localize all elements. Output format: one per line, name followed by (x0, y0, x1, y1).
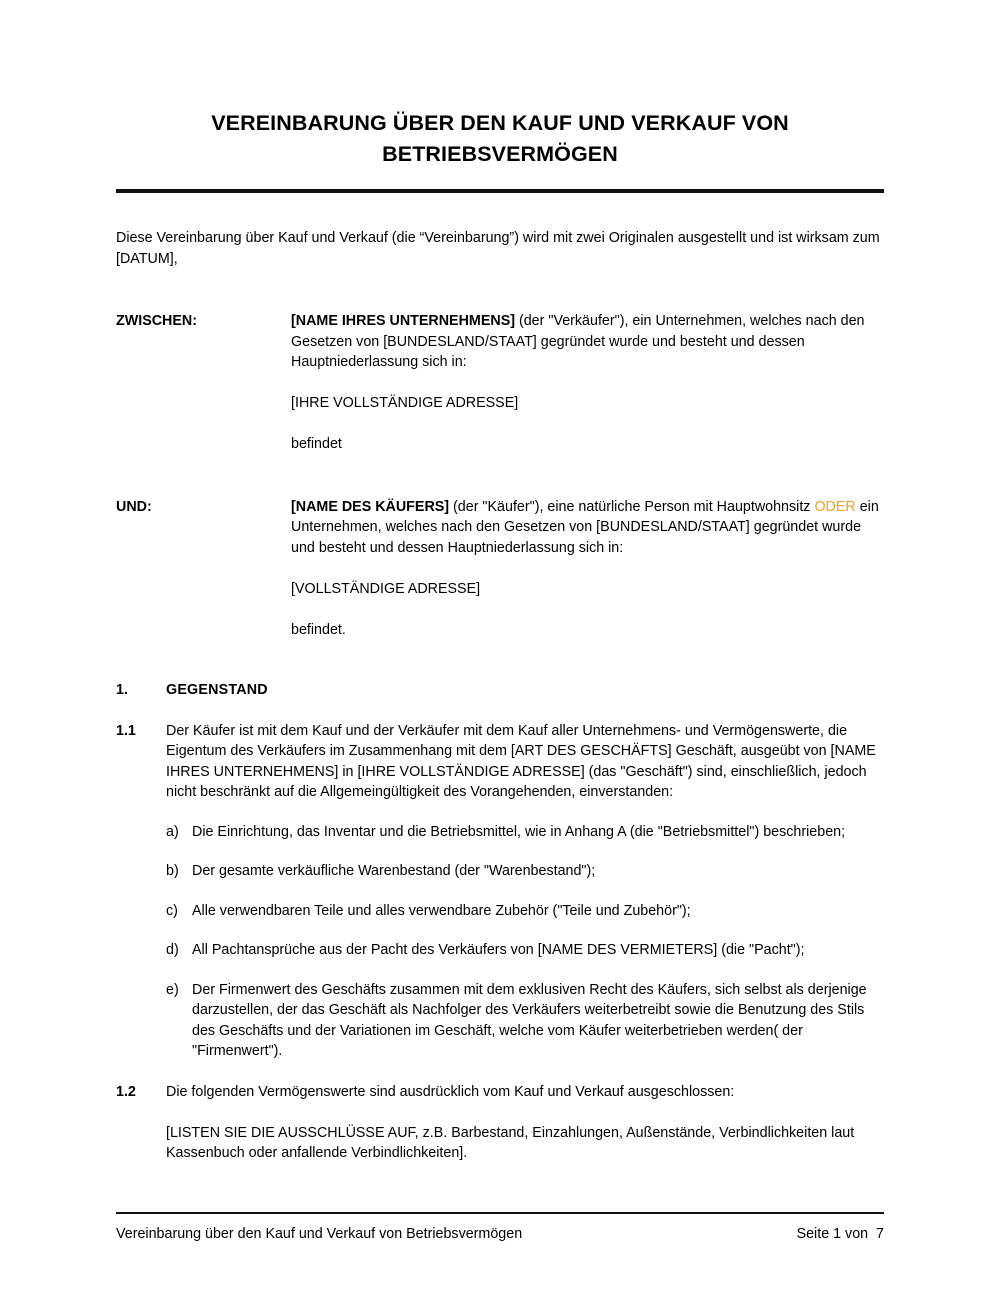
clause-text-1-2: Die folgenden Vermögenswerte sind ausdrücklich vom Kauf und Verkauf ausgeschlossen: (166, 1083, 735, 1100)
clause-text-1-1: Der Käufer ist mit dem Kauf und der Verkäufer mit dem Kauf aller Unternehmens- und Vermögenswerte, die Eigentum des Verkäufers im Zusammenhang mit dem [ART DES GESCHÄFTS] Geschäft, ausgeübt von [NAME IHRES UNTERNEHMENS] in [IHRE VOLLSTÄNDIGE ADRESSE] (das "Geschäft") sind, einschließlich, jedoch nicht beschränkt auf die Allgemeingültigkeit des Vorangehenden, einverstanden: (166, 722, 876, 800)
list-item-text: All Pachtansprüche aus der Pacht des Verkäufers von [NAME DES VERMIETERS] (die "Pacht"); (192, 942, 805, 958)
section-heading-1 (116, 680, 884, 701)
clause-number-1-1: 1.1 (116, 722, 136, 739)
footer-row (116, 1224, 884, 1244)
footer-page-number: Seite 1 von 7 (796, 1226, 884, 1242)
seller-description-line (291, 311, 884, 373)
footer-divider (116, 1212, 884, 1214)
list-item-marker: d) (166, 942, 179, 958)
list-item-marker: a) (166, 823, 179, 840)
buyer-description-line (291, 497, 884, 559)
clause-note-1-2: [LISTEN SIE DIE AUSSCHLÜSSE AUF, z.B. Barbestand, Einzahlungen, Außenstände, Verbindlichkeiten laut Kassenbuch oder anfallende Verbindlichkeiten]. (166, 1124, 855, 1161)
section-title-1: GEGENSTAND (166, 682, 268, 698)
footer-title: Vereinbarung über den Kauf und Verkauf von Betriebsvermögen (116, 1226, 523, 1242)
buyer-description-after: ein Unternehmen, welches nach den Gesetzen von [BUNDESLAND/STAAT] gegründet wurde und besteht und dessen Hauptniederlassung sich in: (291, 498, 879, 556)
section-number-1: 1. (116, 682, 128, 698)
party-label-buyer: UND: (116, 498, 152, 515)
list-item (166, 822, 884, 843)
seller-description: (der "Verkäufer"), ein Unternehmen, welches nach den Gesetzen von [BUNDESLAND/STAAT] gegründet wurde und besteht und dessen Hauptniederlassung sich in: (291, 313, 865, 370)
intro-paragraph: Diese Vereinbarung über Kauf und Verkauf (die “Vereinbarung”) wird mit zwei Originalen ausgestellt und ist wirksam zum [DATUM], (116, 230, 880, 267)
buyer-name: [NAME DES KÄUFERS] (291, 498, 450, 515)
party-body-buyer (291, 497, 884, 641)
buyer-description-before: (der "Käufer"), eine natürliche Person mit Hauptwohnsitz (449, 498, 815, 515)
buyer-highlight-oder: ODER (814, 498, 856, 515)
buyer-closing: befindet. (291, 621, 346, 638)
list-item-text: Alle verwendbaren Teile und alles verwendbare Zubehör ("Teile und Zubehör"); (192, 902, 691, 919)
list-item-marker: c) (166, 902, 178, 919)
clause-text-wrapper-1-1 (166, 721, 884, 803)
party-label-seller: ZWISCHEN: (116, 313, 198, 329)
clause-1-2 (116, 1082, 884, 1164)
page-footer (116, 1212, 884, 1244)
clause-number-1-2: 1.2 (116, 1083, 136, 1100)
seller-name: [NAME IHRES UNTERNEHMENS] (291, 313, 515, 329)
buyer-address: [VOLLSTÄNDIGE ADRESSE] (291, 580, 481, 597)
document-content (116, 0, 884, 1164)
list-item-text: Der Firmenwert des Geschäfts zusammen mit dem exklusiven Recht des Käufers, sich selbst als derjenige darzustellen, der das Geschäft als Nachfolger des Verkäufers weiterbetreibt sowie die Benutzung des Stils des Geschäfts und der Variationen im Geschäft, welche vom Käufer weiterbetrieben werden( der "Firmenwert"). (192, 981, 867, 1059)
clause-1-1-list (166, 822, 884, 1062)
seller-closing: befindet (291, 436, 342, 452)
list-item (166, 940, 884, 961)
clause-text-wrapper-1-2 (166, 1082, 884, 1164)
list-item-text: Der gesamte verkäufliche Warenbestand (der "Warenbestand"); (192, 863, 596, 879)
title-divider (116, 189, 884, 193)
seller-address: [IHRE VOLLSTÄNDIGE ADRESSE] (291, 395, 519, 411)
party-body-seller (291, 311, 884, 455)
page-title: VEREINBARUNG ÜBER DEN KAUF UND VERKAUF VON BETRIEBSVERMÖGEN (211, 111, 789, 166)
list-item-marker: b) (166, 863, 179, 879)
list-item (166, 980, 884, 1062)
list-item (166, 861, 884, 882)
list-item (166, 901, 884, 922)
list-item-text: Die Einrichtung, das Inventar und die Betriebsmittel, wie in Anhang A (die "Betriebsmittel") beschrieben; (192, 823, 846, 840)
party-block-seller (116, 311, 884, 455)
party-block-buyer (116, 497, 884, 641)
list-item-marker: e) (166, 981, 179, 998)
clause-1-1 (116, 721, 884, 803)
